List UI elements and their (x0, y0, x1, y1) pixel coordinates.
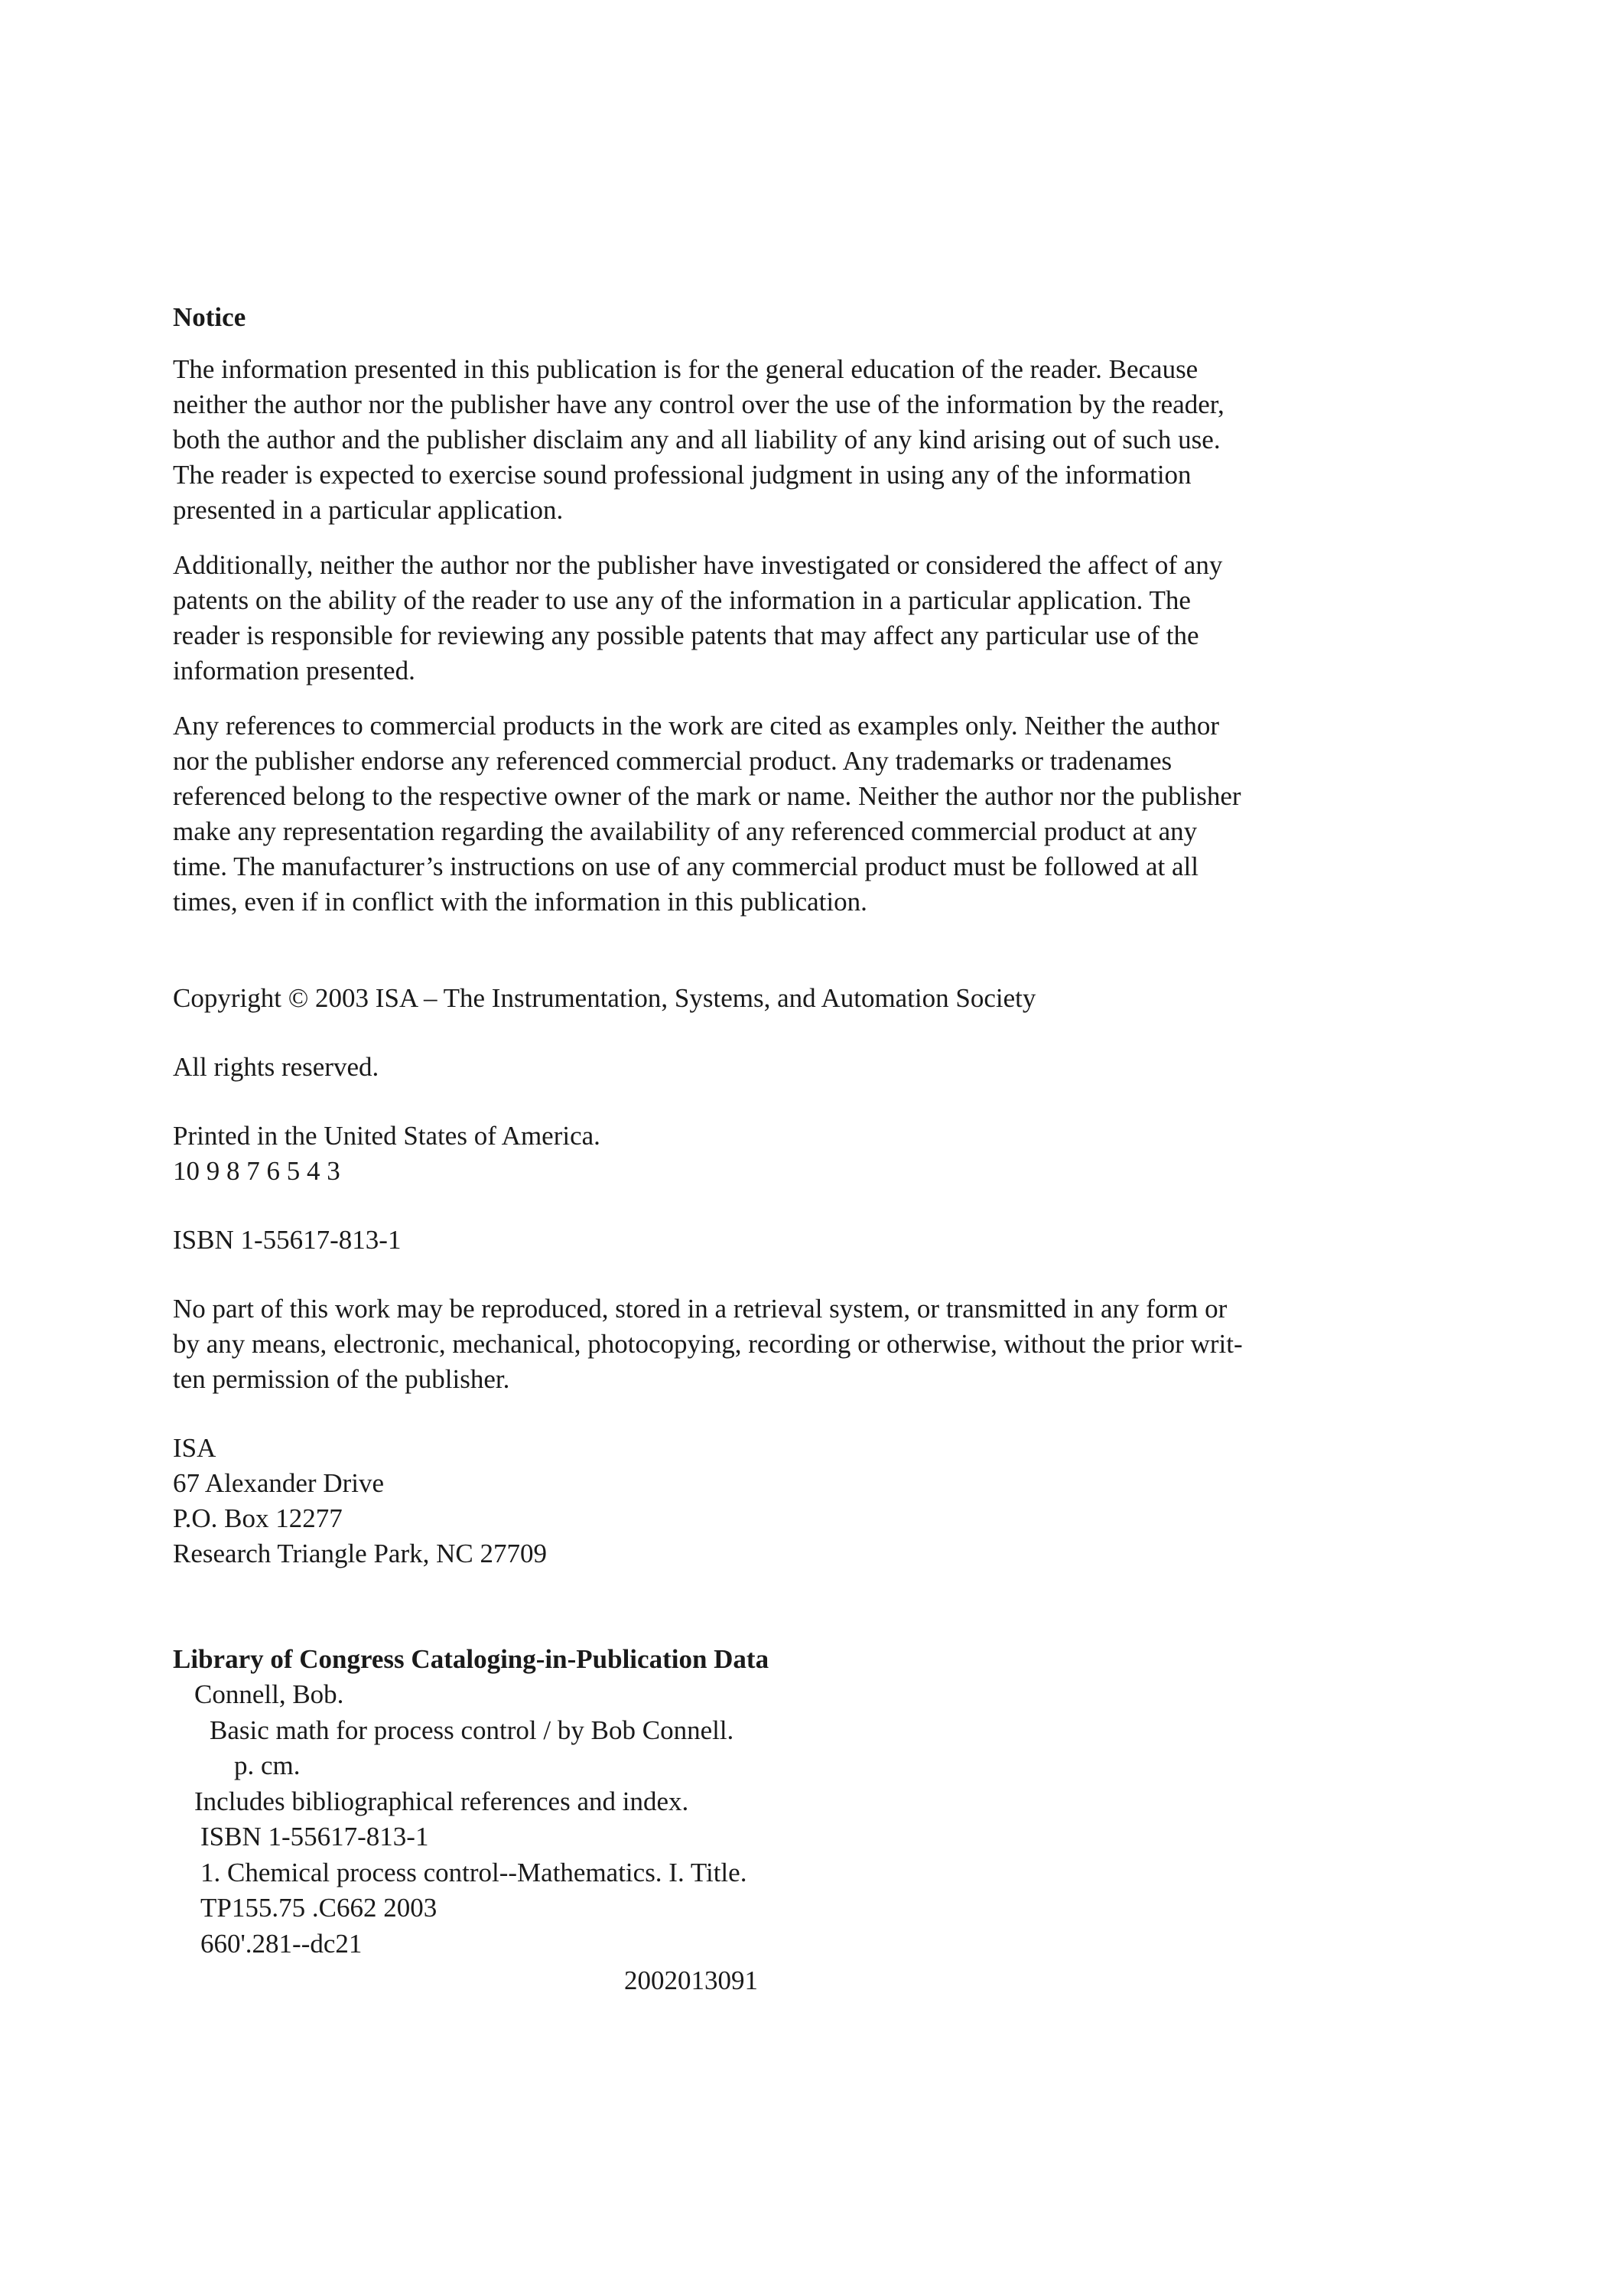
text-line: information presented. (173, 656, 415, 686)
publisher-name: ISA (173, 1433, 216, 1463)
text-line: The reader is expected to exercise sound professional judgment in using any of the information (173, 460, 1192, 490)
rights-reserved: All rights reserved. (173, 1052, 379, 1082)
text-line: times, even if in conflict with the information in this publication. (173, 887, 867, 917)
cip-author: Connell, Bob. (194, 1679, 344, 1709)
notice-paragraph-1 (173, 352, 1458, 528)
cip-data (173, 1642, 1458, 1999)
text-line: Additionally, neither the author nor the publisher have investigated or considered the affect of any (173, 550, 1223, 580)
text-line: ten permission of the publisher. (173, 1364, 510, 1394)
isbn: ISBN 1-55617-813-1 (173, 1225, 402, 1255)
text-line: reader is responsible for reviewing any possible patents that may affect any particular use of the (173, 620, 1199, 650)
cip-lccn: 2002013091 (624, 1965, 758, 1995)
cip-heading: Library of Congress Cataloging-in-Publication Data (173, 1644, 769, 1674)
cip-note: Includes bibliographical references and index. (194, 1786, 689, 1816)
printing-info (173, 1119, 1458, 1189)
text-line: The information presented in this publication is for the general education of the reader. Because (173, 354, 1199, 384)
publisher-po-box: P.O. Box 12277 (173, 1503, 343, 1533)
text-line: neither the author nor the publisher have any control over the use of the information by the reader, (173, 389, 1225, 419)
notice-heading: Notice (173, 302, 246, 332)
text-line: patents on the ability of the reader to use any of the information in a particular application. The (173, 585, 1191, 615)
printing-numbers: 10 9 8 7 6 5 4 3 (173, 1156, 340, 1186)
notice-paragraph-3 (173, 708, 1458, 920)
text-line: by any means, electronic, mechanical, photocopying, recording or otherwise, without the prior writ- (173, 1329, 1243, 1359)
text-line: presented in a particular application. (173, 495, 564, 525)
text-line: Any references to commercial products in the work are cited as examples only. Neither the author (173, 711, 1220, 741)
publisher-city: Research Triangle Park, NC 27709 (173, 1539, 547, 1568)
text-line: time. The manufacturer’s instructions on use of any commercial product must be followed at all (173, 852, 1199, 881)
text-line: make any representation regarding the availability of any referenced commercial product at any (173, 816, 1198, 846)
notice-paragraph-2 (173, 548, 1458, 689)
reproduction-notice (173, 1291, 1458, 1397)
publisher-address (173, 1431, 1458, 1571)
text-line: referenced belong to the respective owner of the mark or name. Neither the author nor the publisher (173, 781, 1241, 811)
copyright-line: Copyright © 2003 ISA – The Instrumentation, Systems, and Automation Society (173, 983, 1036, 1013)
text-line: nor the publisher endorse any referenced commercial product. Any trademarks or tradenames (173, 746, 1173, 776)
cip-subject: 1. Chemical process control--Mathematics. I. Title. (200, 1857, 747, 1887)
text-line: No part of this work may be reproduced, stored in a retrieval system, or transmitted in any form or (173, 1294, 1228, 1324)
copyright-page (173, 300, 1458, 1999)
cip-title: Basic math for process control / by Bob Connell. (210, 1715, 734, 1745)
cip-lc-class: TP155.75 .C662 2003 (200, 1893, 437, 1923)
printed-in: Printed in the United States of America. (173, 1121, 600, 1151)
cip-dewey: 660'.281--dc21 (200, 1928, 363, 1959)
cip-isbn: ISBN 1-55617-813-1 (200, 1822, 429, 1851)
cip-pages: p. cm. (234, 1750, 301, 1780)
publisher-street: 67 Alexander Drive (173, 1468, 385, 1498)
text-line: both the author and the publisher disclaim any and all liability of any kind arising out of such use. (173, 425, 1221, 454)
